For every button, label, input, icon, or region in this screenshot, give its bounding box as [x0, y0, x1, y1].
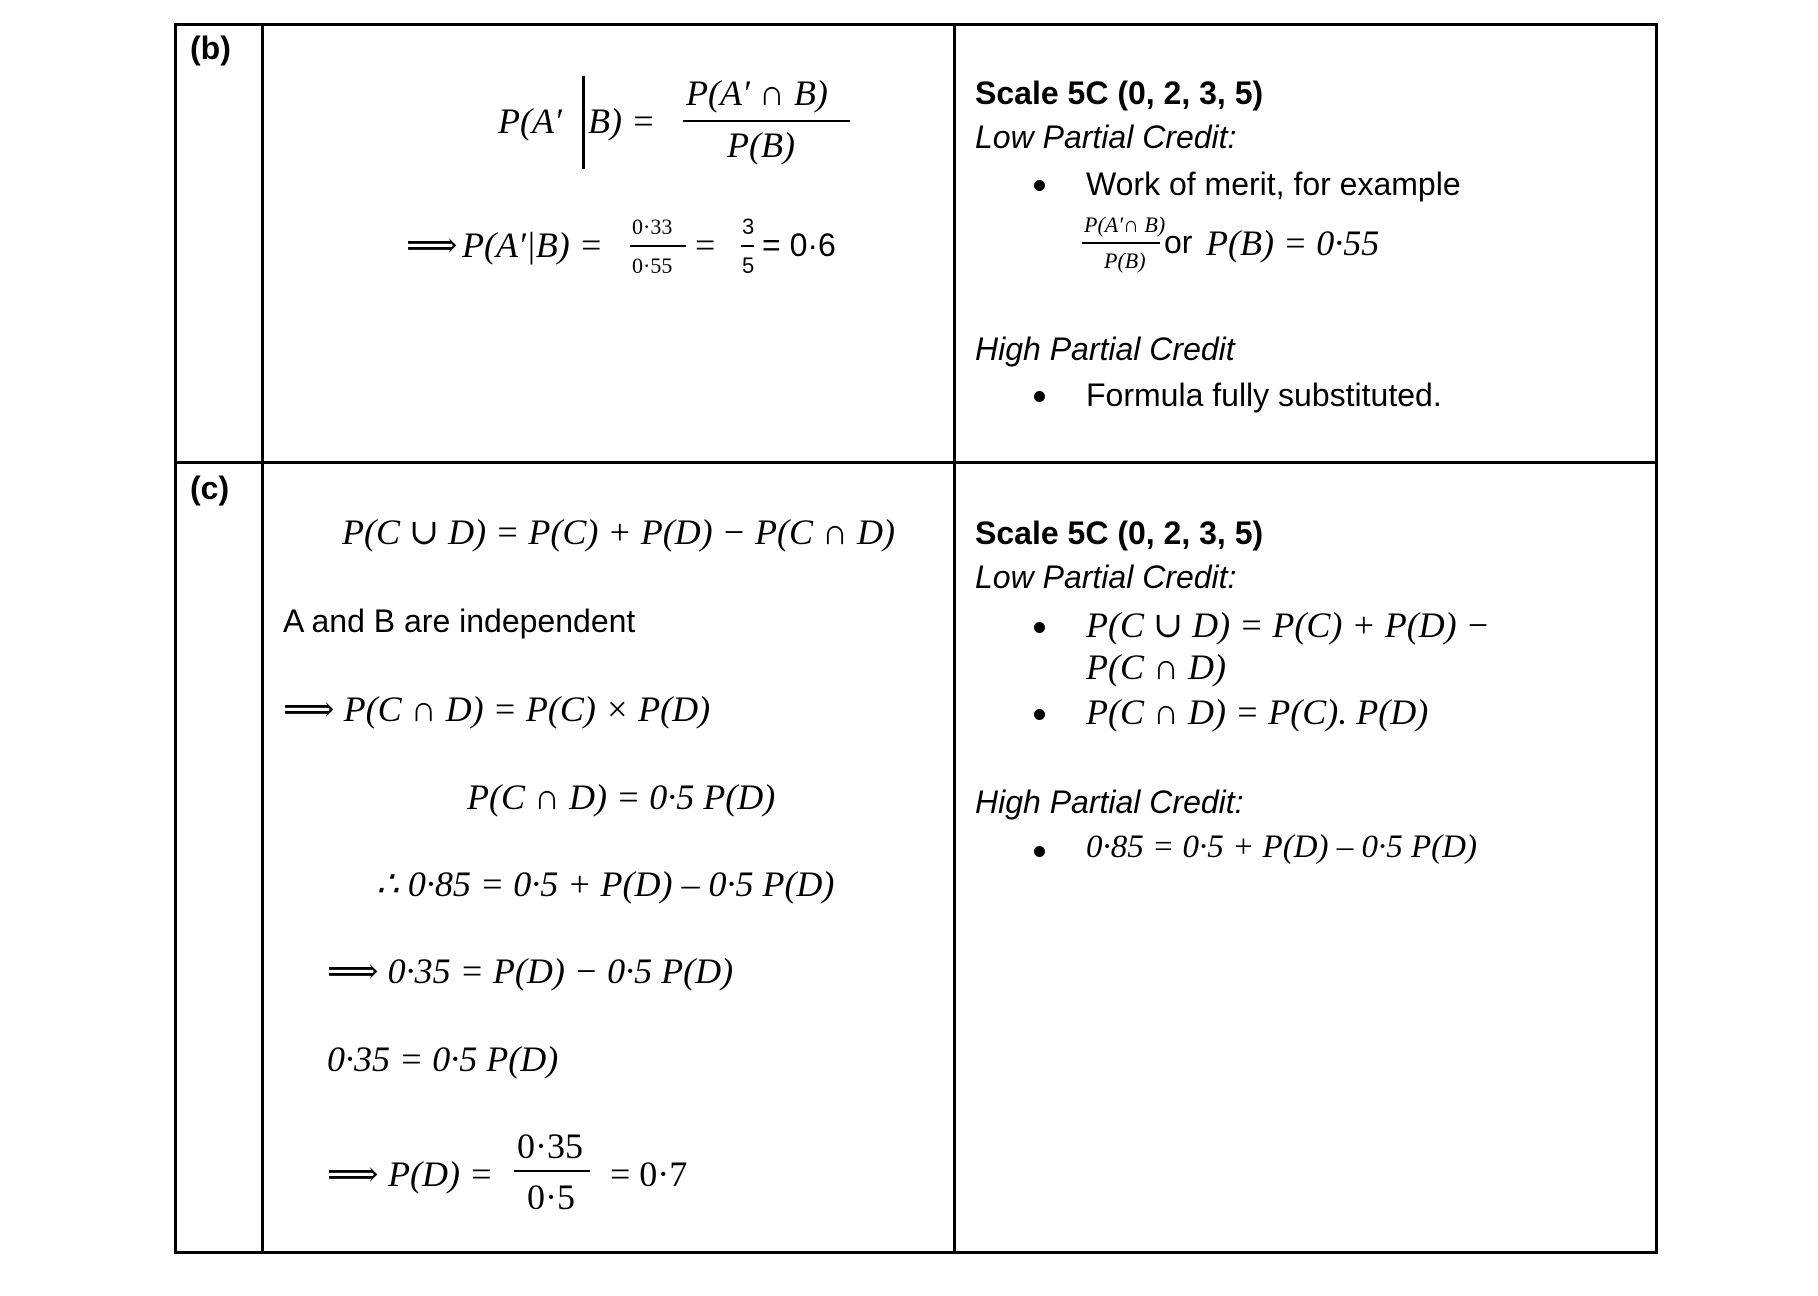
substitution-lhs: P(A′|B) = [462, 225, 604, 265]
low-credit-frac-den: P(B) [1104, 248, 1146, 273]
low-credit-alt: P(B) = 0·55 [1206, 223, 1380, 263]
table-border-top [174, 23, 1658, 26]
solution-line-7: 0·35 = 0·5 P(D) [327, 1039, 559, 1079]
implies-arrow: ⟹ [406, 225, 458, 265]
table-border-bottom [174, 1251, 1658, 1254]
fraction-2-num: 3 [742, 214, 755, 239]
substitution-result: = 0·6 [762, 227, 836, 263]
bullet-icon [1034, 709, 1045, 720]
final-frac-bar [514, 1170, 590, 1172]
table-border-left [174, 23, 177, 1254]
scale-heading: Scale 5C (0, 2, 3, 5) [975, 75, 1264, 111]
bullet-icon [1034, 622, 1045, 633]
final-lhs: P(D) = [388, 1154, 494, 1194]
fraction-1-den: 0·55 [632, 253, 673, 278]
low-credit-item-1: P(C ∪ D) = P(C) + P(D) − [1086, 605, 1490, 645]
bullet-icon [1034, 846, 1045, 857]
final-result: = 0·7 [610, 1154, 688, 1194]
fraction-2-bar [741, 245, 754, 247]
given-bar [582, 76, 585, 169]
table-border-right [1655, 23, 1658, 1254]
low-credit-item-text: Work of merit, for example [1086, 166, 1461, 202]
low-credit-frac-bar [1082, 242, 1160, 244]
fraction-2-den: 5 [742, 253, 755, 278]
column-divider-marking [953, 23, 956, 1254]
part-label-b: (b) [190, 30, 231, 66]
final-num: 0·35 [517, 1126, 583, 1166]
implies-arrow: ⟹ [327, 1154, 379, 1194]
formula-lhs: P(A′ [498, 101, 562, 141]
low-credit-or: or [1164, 224, 1193, 260]
high-credit-item: Formula fully substituted. [1086, 377, 1442, 413]
column-divider-label [261, 23, 264, 1254]
bullet-icon [1034, 391, 1045, 402]
high-partial-credit-heading: High Partial Credit: [975, 784, 1244, 820]
formula-lhs-b: B) = [588, 101, 656, 141]
high-credit-item: 0·85 = 0·5 + P(D) – 0·5 P(D) [1086, 829, 1477, 865]
fraction-bar [683, 120, 850, 122]
formula-numerator: P(A′ ∩ B) [686, 73, 828, 113]
formula-denominator: P(B) [727, 125, 795, 165]
low-credit-item-2: P(C ∩ D) = P(C). P(D) [1086, 692, 1429, 732]
solution-line-1: P(C ∪ D) = P(C) + P(D) − P(C ∩ D) [342, 512, 895, 552]
low-partial-credit-heading: Low Partial Credit: [975, 119, 1237, 155]
solution-line-2: A and B are independent [283, 603, 636, 639]
scale-heading: Scale 5C (0, 2, 3, 5) [975, 515, 1264, 551]
solution-line-3: ⟹ P(C ∩ D) = P(C) × P(D) [283, 689, 711, 729]
final-den: 0·5 [527, 1177, 575, 1217]
bullet-icon [1034, 180, 1045, 191]
fraction-1-bar [630, 245, 686, 247]
low-partial-credit-heading: Low Partial Credit: [975, 559, 1237, 595]
solution-line-5: ∴ 0·85 = 0·5 + P(D) – 0·5 P(D) [376, 864, 835, 904]
low-credit-frac-num: P(A′∩ B) [1084, 212, 1166, 237]
row-divider [174, 461, 1658, 464]
fraction-1-num: 0·33 [632, 214, 673, 239]
equals-sign: = [695, 225, 716, 265]
high-partial-credit-heading: High Partial Credit [975, 331, 1235, 367]
solution-line-4: P(C ∩ D) = 0·5 P(D) [467, 777, 776, 817]
part-label-c: (c) [190, 470, 230, 506]
low-credit-item-1-cont: P(C ∩ D) [1086, 647, 1226, 687]
solution-line-6: ⟹ 0·35 = P(D) − 0·5 P(D) [327, 951, 734, 991]
